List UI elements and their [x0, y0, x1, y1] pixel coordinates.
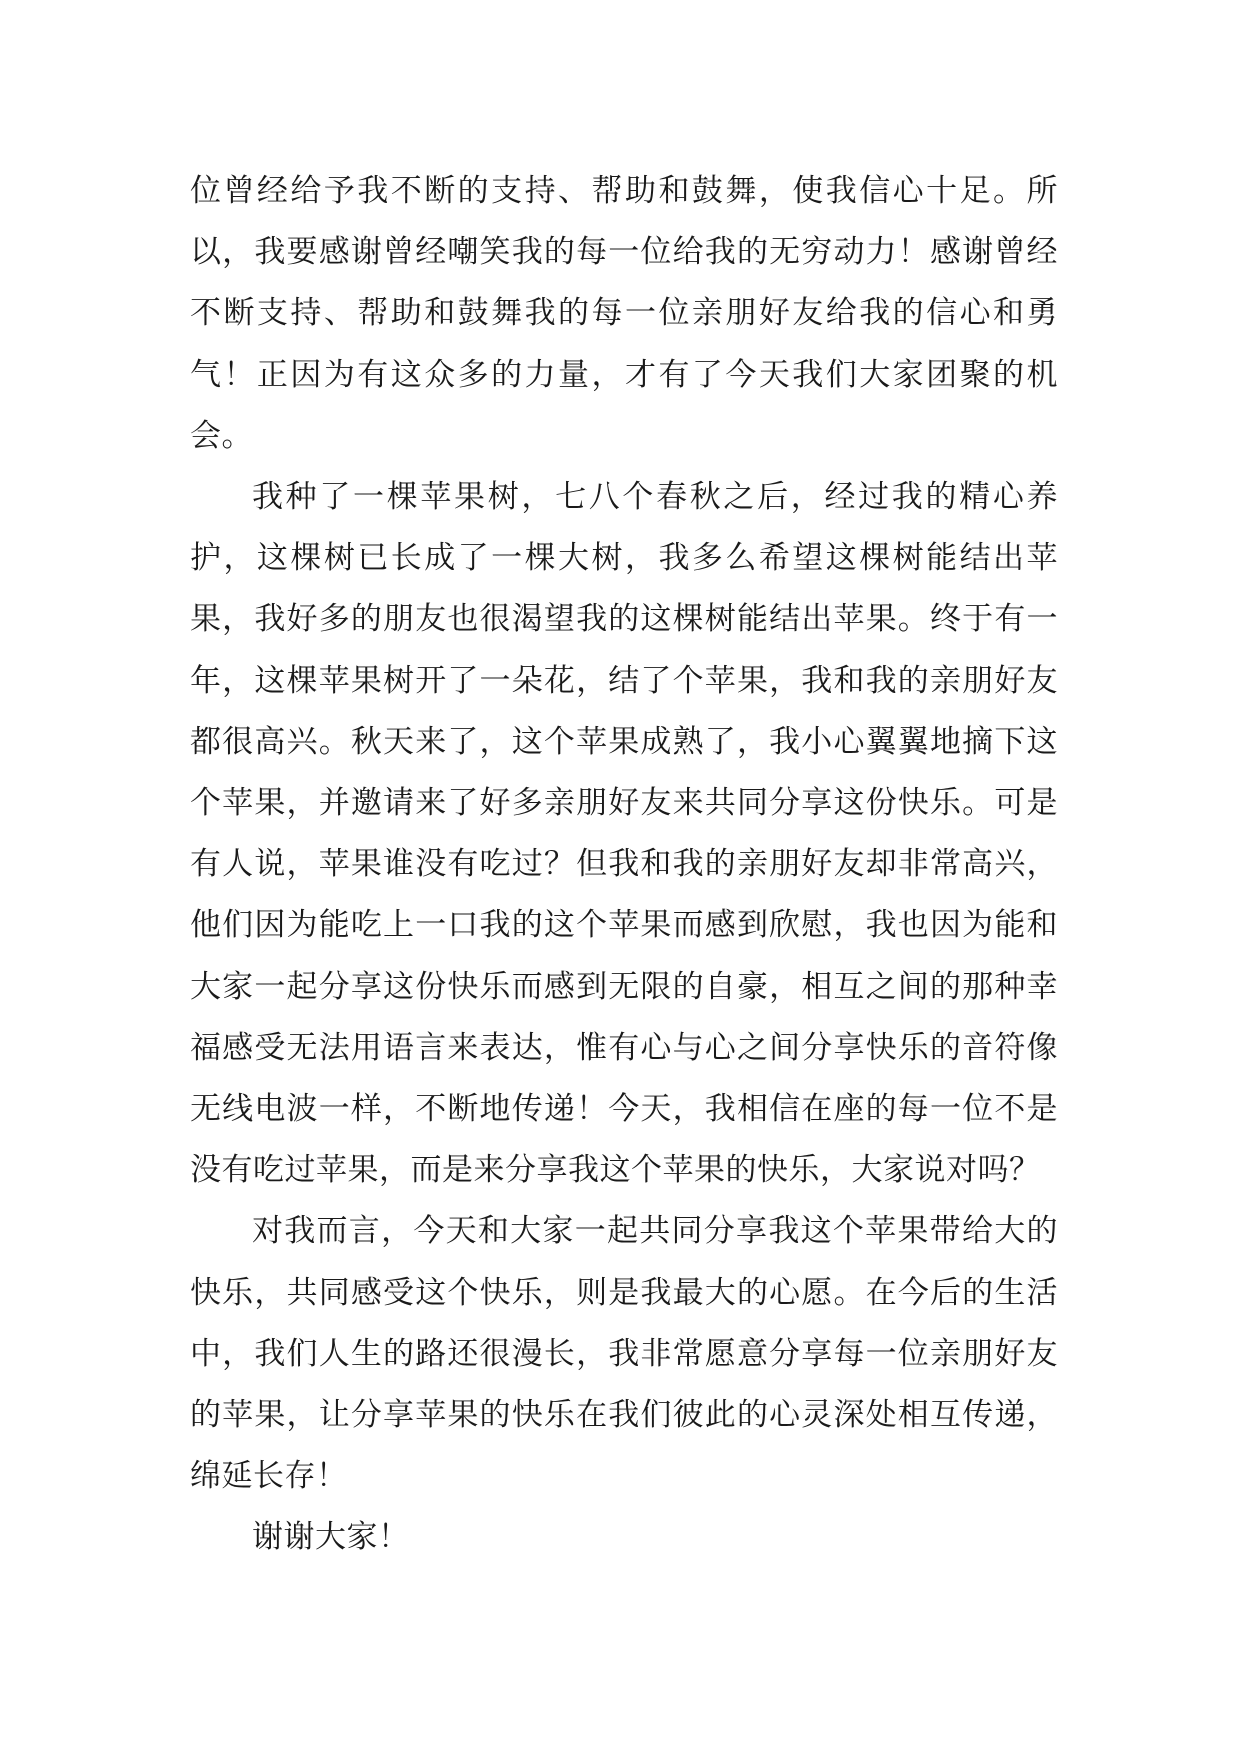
paragraph-gratitude: 位曾经给予我不断的支持、帮助和鼓舞，使我信心十足。所以，我要感谢曾经嘲笑我的每一位给我的无穷动力！感谢曾经不断支持、帮助和鼓舞我的每一位亲朋好友给我的信心和勇气！正因为有这众多的力量，才有了今天我们大家团聚的机会。: [190, 173, 1058, 454]
paragraph-sharing-wish: 对我而言，今天和大家一起共同分享我这个苹果带给大的快乐，共同感受这个快乐，则是我最大的心愿。在今后的生活中，我们人生的路还很漫长，我非常愿意分享每一位亲朋好友的苹果，让分享苹果的快乐在我们彼此的心灵深处相互传递，绵延长存！: [190, 1213, 1058, 1495]
paragraph-apple-tree-story: 我种了一棵苹果树，七八个春秋之后，经过我的精心养护，这棵树已长成了一棵大树，我多么希望这棵树能结出苹果，我好多的朋友也很渴望我的这棵树能结出苹果。终于有一年，这棵苹果树开了一朵花，结了个苹果，我和我的亲朋好友都很高兴。秋天来了，这个苹果成熟了，我小心翼翼地摘下这个苹果，并邀请来了好多亲朋好友来共同分享这份快乐。可是有人说，苹果谁没有吃过？但我和我的亲朋好友却非常高兴，他们因为能吃上一口我的这个苹果而感到欣慰，我也因为能和大家一起分享这份快乐而感到无限的自豪，相互之间的那种幸福感受无法用语言来表达，惟有心与心之间分享快乐的音符像无线电波一样，不断地传递！今天，我相信在座的每一位不是没有吃过苹果，而是来分享我这个苹果的快乐，大家说对吗？: [190, 479, 1058, 1189]
document-body: [190, 161, 1058, 1569]
paragraph-thanks: 谢谢大家！: [252, 1519, 410, 1556]
